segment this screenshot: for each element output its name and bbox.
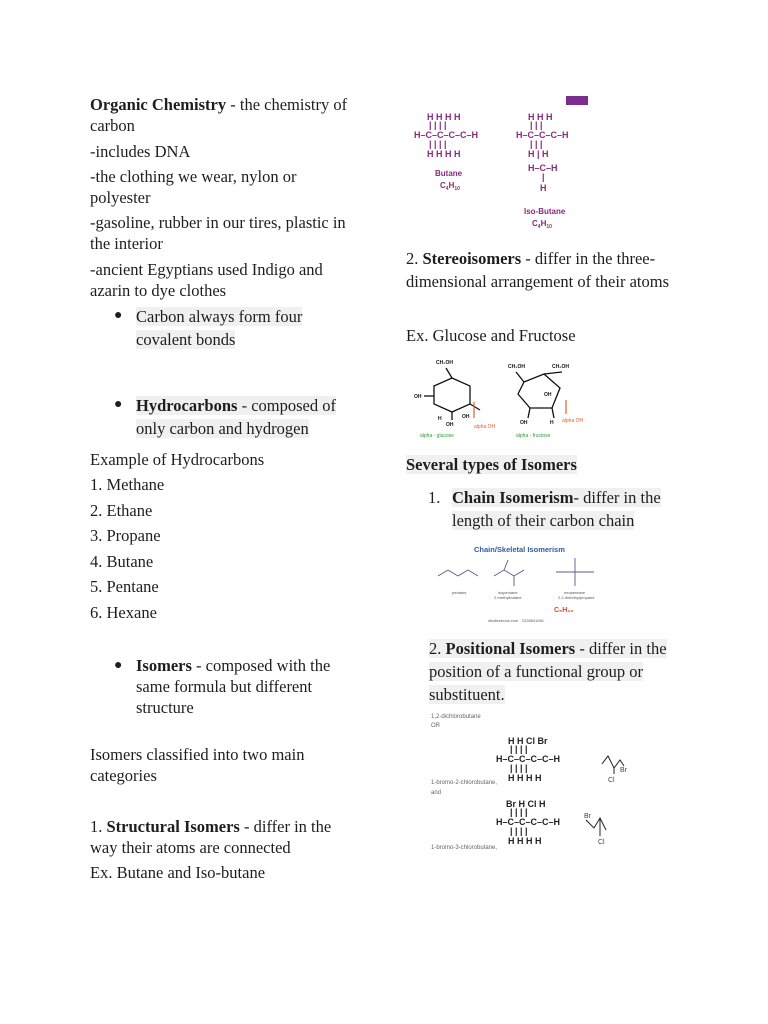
organic-chemistry-term: Organic Chemistry: [90, 95, 227, 114]
glucose-oh-right: OH: [462, 414, 470, 420]
isomer2-bond-top: | | | |: [510, 807, 528, 817]
isomer1-bottom: H H H H: [508, 773, 542, 783]
fructose-alpha: alpha OH: [562, 418, 584, 424]
neopentane-name2: 2,2-dimethylpropane: [558, 595, 595, 600]
isopentane-name: isopentane: [498, 590, 518, 595]
list-item: 2. Ethane: [90, 500, 153, 520]
chain-term: Chain Isomerism: [452, 488, 574, 507]
isobutane-bond-mid: | | |: [530, 139, 543, 149]
list-item: 5. Pentane: [90, 577, 159, 597]
isomer1-cl: Cl: [608, 777, 615, 784]
isomer2-cl: Cl: [598, 839, 605, 846]
isomer2-bond-bottom: | | | |: [510, 826, 528, 836]
glucose-fructose-figure: [412, 356, 597, 441]
isopentane-name2: 2-methylbutane: [494, 595, 522, 600]
isobutane-bottom-h: H: [540, 183, 547, 193]
isomer2-chain: H–C–C–C–C–H: [496, 817, 561, 827]
organic-chemistry-def: - the chemistry of carbon: [90, 95, 348, 135]
isomers-def: - composed with the same formula but different structure: [136, 656, 331, 717]
hydrocarbons-term: Hydrocarbons: [136, 396, 238, 415]
butane-top-h: H H H H: [427, 112, 461, 122]
bullet-marker: ●: [114, 397, 123, 412]
chain-text: [452, 488, 661, 530]
glucose-ring: [434, 378, 470, 412]
bullet-hydrocarbons: [114, 394, 358, 440]
isomer2-bottom: H H H H: [508, 836, 542, 846]
fructose-ch2oh-right: CH₂OH: [552, 364, 569, 370]
positional-isomers: [429, 637, 679, 706]
positional-isomers-figure: [428, 708, 668, 853]
isobutane-formula: $C_4H_{10}$: [532, 219, 552, 230]
structural-num: 1.: [90, 817, 107, 836]
several-types-heading: [406, 454, 577, 475]
isobutane-bond-top: | | |: [530, 120, 543, 130]
isomers-classified: Isomers classified into two main categories: [90, 745, 305, 785]
bullet-marker: ●: [114, 658, 123, 673]
glucose-label: alpha - glucose: [420, 433, 454, 439]
isomer1-chain: H–C–C–C–C–H: [496, 754, 561, 764]
line-dna: -includes DNA: [90, 142, 191, 161]
isobutane-branch: H–C–H: [528, 163, 558, 173]
line-clothing: -the clothing we wear, nylon or polyester: [90, 167, 297, 207]
stereo-num: 2.: [406, 249, 423, 268]
chain-def: - differ in the length of their carbon chain: [452, 488, 661, 530]
list-item: 4. Butane: [90, 551, 154, 571]
neopentane-name: neopentane: [564, 590, 586, 595]
line-gasoline: -gasoline, rubber in our tires, plastic in the interior: [90, 213, 346, 253]
butane-isobutane-figure: [410, 96, 590, 241]
chain-figure-title: Chain/Skeletal Isomerism: [474, 545, 565, 554]
chain-isomerism-figure: [432, 542, 602, 627]
organic-chemistry-definition: [90, 94, 360, 136]
figure-logo: [566, 96, 588, 105]
positional-or: OR: [431, 723, 440, 729]
butane-label: Butane: [435, 169, 463, 178]
bullet-isomers: [114, 655, 351, 718]
pentane-name: pentane: [452, 590, 467, 595]
isomer1-br: Br: [620, 767, 627, 774]
examples-heading: Example of Hydrocarbons: [90, 450, 265, 469]
pentane-skeleton: [438, 570, 478, 576]
isobutane-label: Iso-Butane: [524, 207, 566, 216]
isomer1-top: H H Cl Br: [508, 736, 548, 746]
stereoisomers: [406, 247, 686, 293]
fructose-label: alpha - fructose: [516, 433, 551, 439]
butane-bond-bottom: | | | |: [429, 139, 447, 149]
positional-term: Positional Isomers: [445, 639, 576, 658]
glucose-h: H: [438, 416, 442, 422]
fructose-oh-right: OH: [544, 392, 552, 398]
butane-formula: $C_4H_{10}$: [440, 181, 460, 192]
bullet-carbon-text: Carbon always form four covalent bonds: [136, 307, 303, 349]
isomer1-bond-top: | | | |: [510, 744, 528, 754]
structural-term: Structural Isomers: [106, 817, 240, 836]
chain-formula: C₅H₁₂: [554, 607, 574, 614]
several-types-text: Several types of Isomers: [406, 455, 577, 474]
positional-def: - differ in the position of a functional group or substituent.: [429, 639, 667, 704]
fructose-oh-left: OH: [520, 420, 528, 426]
isomers-term: Isomers: [136, 656, 192, 675]
hydrocarbon-list: [90, 474, 164, 628]
positional-name1: 1,2-dichlorobutane: [431, 714, 481, 720]
structural-def: - differ in the way their atoms are connected: [90, 817, 332, 857]
positional-name3: 1-bromo-3-chlorobutane,: [431, 845, 498, 851]
positional-text: [429, 639, 667, 704]
fructose-ring: [518, 374, 560, 408]
glucose-ch2oh: CH₂OH: [436, 360, 453, 366]
isobutane-bond-low: |: [542, 172, 545, 182]
structural-isomers: [90, 816, 360, 858]
glucose-oh-left: OH: [414, 394, 422, 400]
chain-credit: shutterstock.com · 2226641591: [488, 618, 545, 623]
butane-chain: H–C–C–C–C–H: [414, 130, 479, 140]
bullet-marker: ●: [114, 308, 123, 323]
butane-bond-top: | | | |: [429, 120, 447, 130]
isobutane-top-h: H H H: [528, 112, 553, 122]
positional-and: and: [431, 790, 442, 796]
positional-num: 2.: [429, 639, 446, 658]
positional-name2: 1-bromo-2-chlorobutane,: [431, 780, 498, 786]
structural-example: Ex. Butane and Iso-butane: [90, 863, 266, 882]
stereo-example: Ex. Glucose and Fructose: [406, 326, 576, 345]
glucose-oh-bottom: OH: [446, 422, 454, 428]
bullet-hydrocarbons-text: [136, 396, 336, 438]
butane-bottom-h: H H H H: [427, 149, 461, 159]
isomer2-top: Br H Cl H: [506, 799, 546, 809]
glucose-alpha: alpha OH: [474, 424, 496, 430]
isopentane-skeleton: [494, 570, 524, 576]
chain-isomerism: [428, 486, 680, 532]
list-item: 6. Hexane: [90, 602, 157, 622]
bullet-carbon-bonds: [114, 305, 326, 351]
isomer1-bond-bottom: | | | |: [510, 763, 528, 773]
isobutane-chain: H–C–C–C–H: [516, 130, 569, 140]
chain-num: 1.: [428, 488, 441, 507]
isobutane-row-h2: H | H: [528, 149, 549, 159]
list-item: 3. Propane: [90, 526, 161, 546]
stereo-term: Stereoisomers: [422, 249, 522, 268]
line-egyptians: -ancient Egyptians used Indigo and azarin to dye clothes: [90, 260, 323, 300]
fructose-ch2oh-left: CH₂OH: [508, 364, 525, 370]
stereo-def: - differ in the three-dimensional arrangement of their atoms: [406, 249, 670, 291]
isomer2-br: Br: [584, 813, 591, 820]
list-item: 1. Methane: [90, 475, 165, 494]
fructose-h: H: [550, 420, 554, 426]
hydrocarbons-def: - composed of only carbon and hydrogen: [136, 396, 336, 438]
